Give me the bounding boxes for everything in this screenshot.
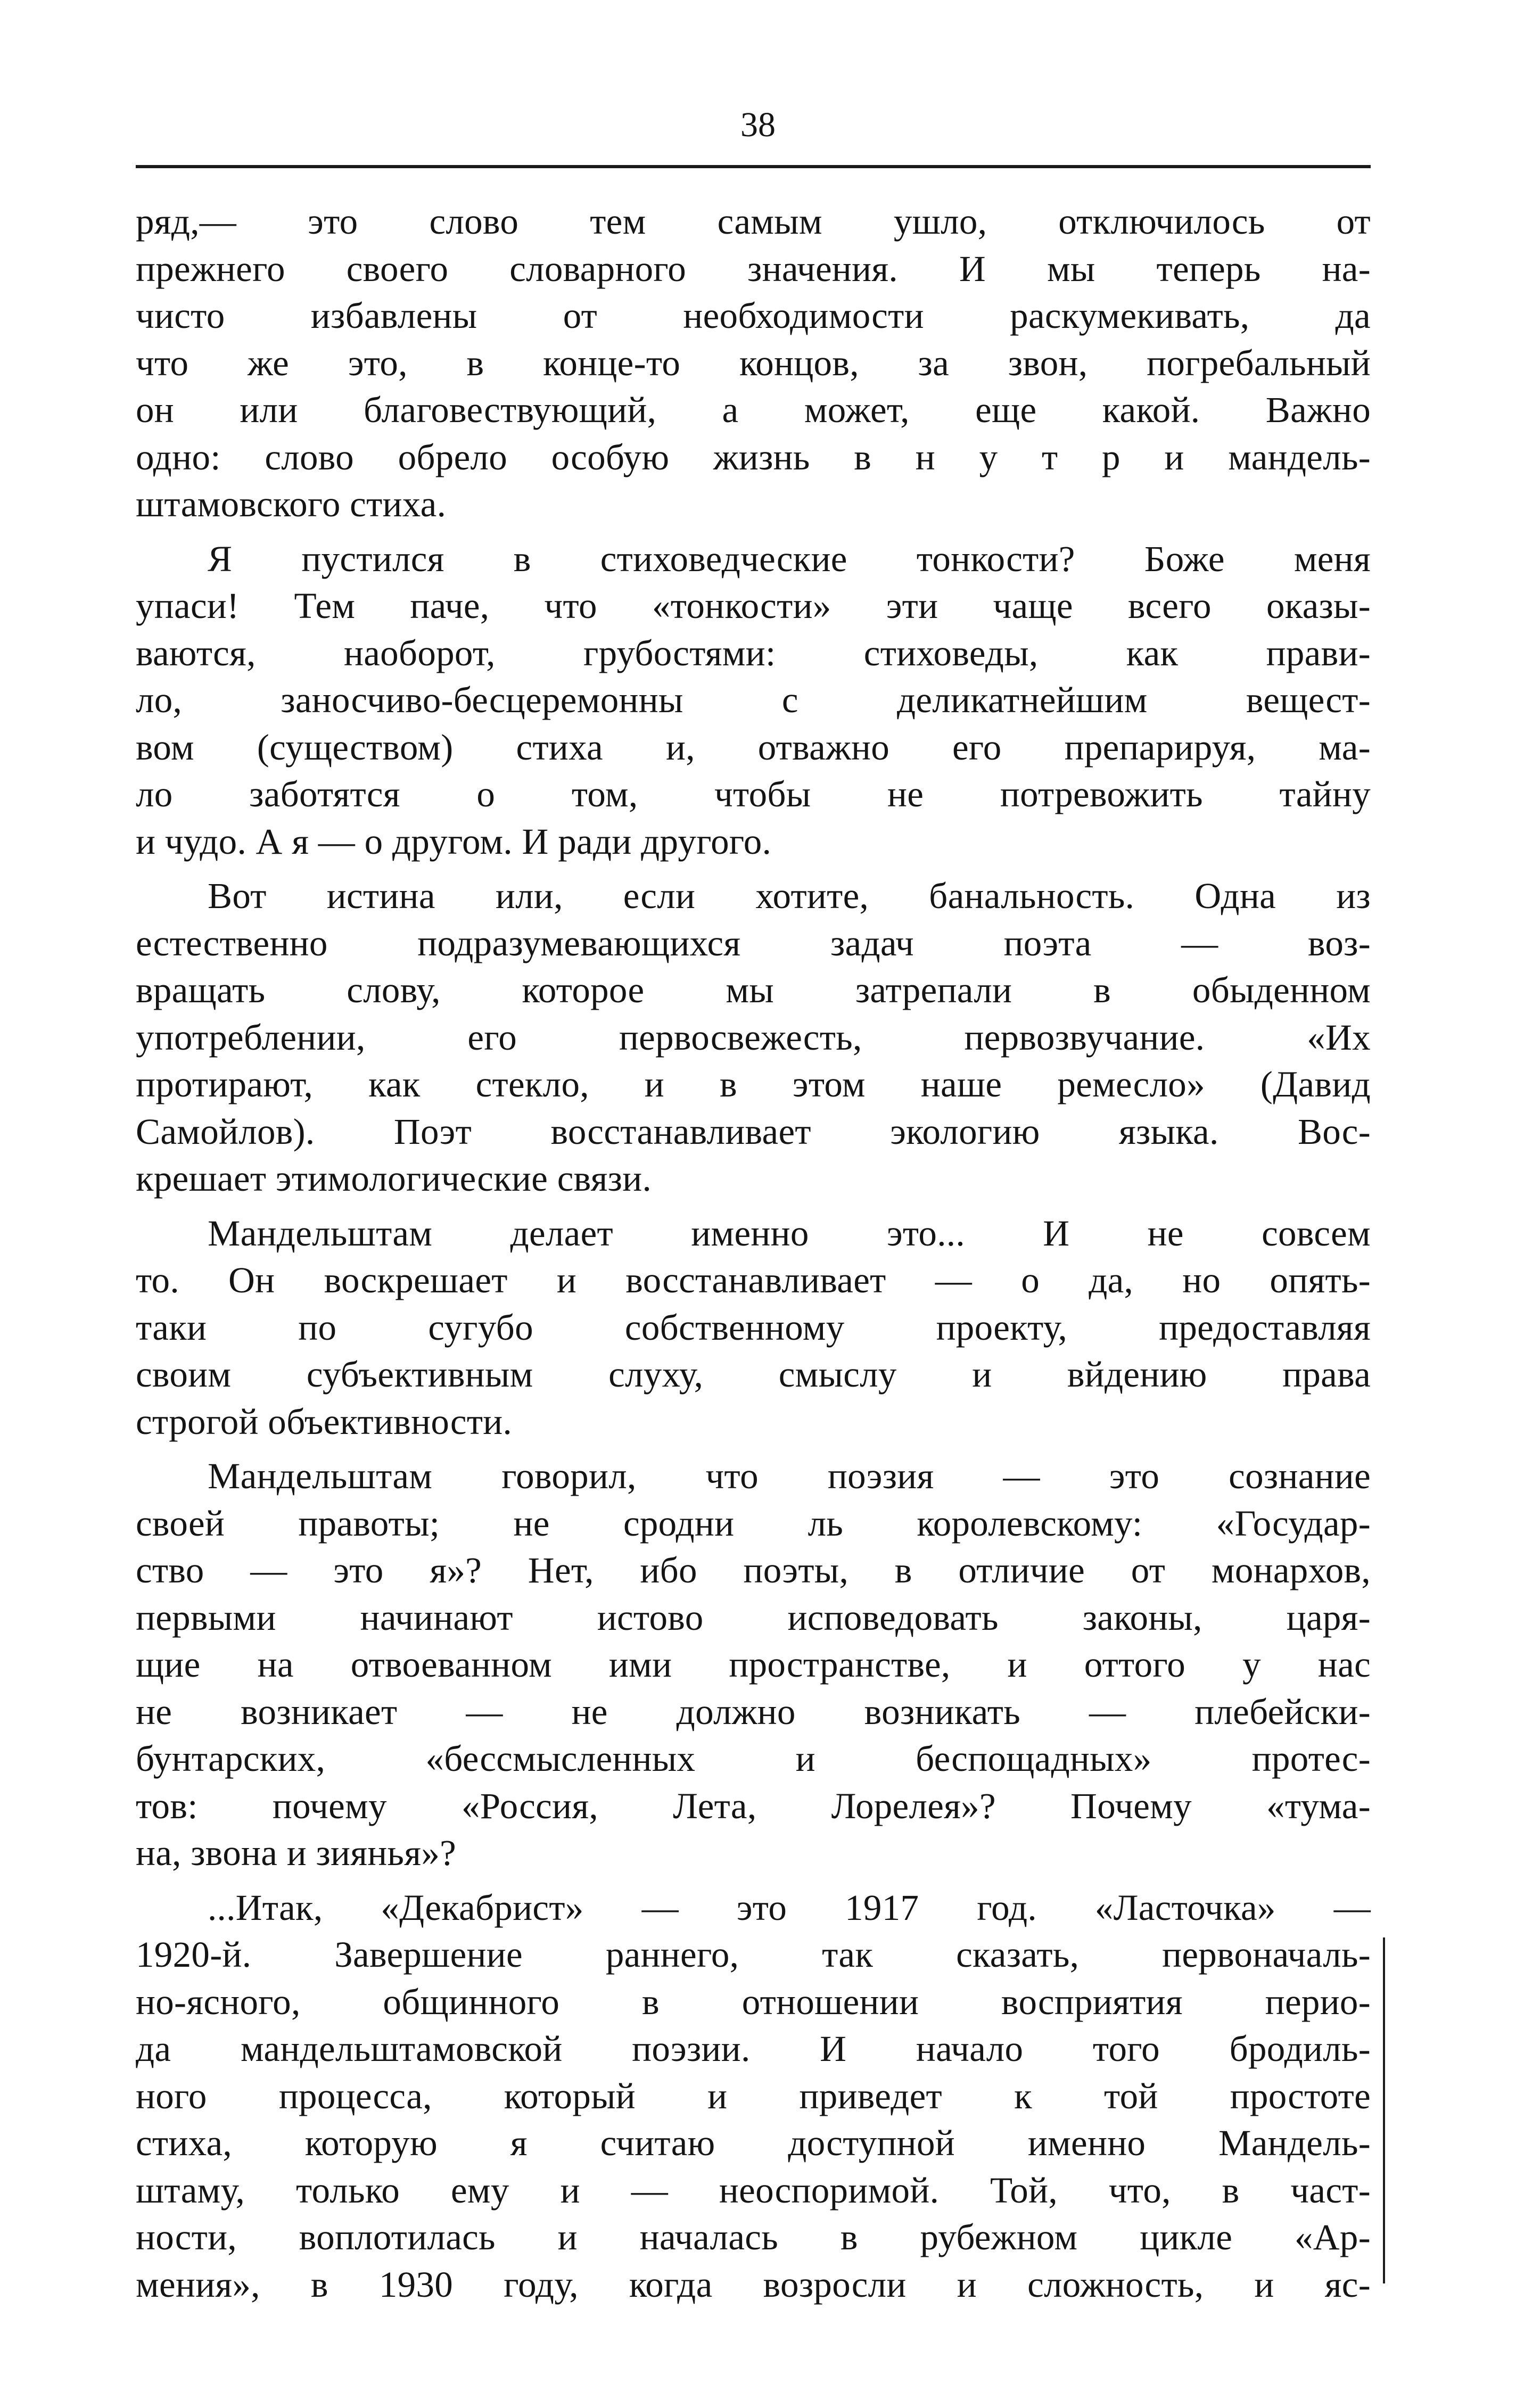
text-line: мения», в 1930 году, когда возросли и сложность, и яс- [136, 2264, 1371, 2305]
text-line: вращать слову, которое мы затрепали в обыденном [136, 970, 1371, 1010]
text-line: своей правоты; не сродни ль королевскому: «Государ- [136, 1503, 1371, 1544]
paragraph [136, 1453, 1371, 1877]
text-line: на, звона и зиянья»? [136, 1833, 457, 1873]
text-line: ного процесса, который и приведет к той простоте [136, 2075, 1371, 2116]
text-line: таки по сугубо собственному проекту, предоставляя [136, 1307, 1371, 1348]
paragraph [136, 1884, 1371, 2308]
text-line: ство — это я»? Нет, ибо поэты, в отличие от монархов, [136, 1550, 1371, 1590]
text-line: прежнего своего словарного значения. И мы теперь на- [136, 248, 1371, 289]
text-line: одно: слово обрело особую жизнь в н у т р и мандель- [136, 436, 1371, 477]
text-line: стиха, которую я считаю доступной именно Мандель- [136, 2123, 1371, 2163]
text-line: протирают, как стекло, и в этом наше ремесло» (Давид [136, 1064, 1371, 1104]
text-line: первыми начинают истово исповедовать законы, царя- [136, 1597, 1371, 1638]
text-line: ваются, наоборот, грубостями: стиховеды, как прави- [136, 632, 1371, 673]
text-line: но-ясного, общинного в отношении восприятия перио- [136, 1981, 1371, 2022]
text-block [136, 198, 1371, 2315]
text-line: 1920-й. Завершение раннего, так сказать, первоначаль- [136, 1934, 1371, 1975]
text-line: упаси! Тем паче, что «тонкости» эти чаще всего оказы- [136, 585, 1371, 626]
text-line: естественно подразумевающихся задач поэта — воз- [136, 922, 1371, 963]
text-line: чисто избавлены от необходимости раскумекивать, да [136, 295, 1371, 336]
page-number: 38 [740, 105, 776, 144]
text-line: штамовского стиха. [136, 484, 447, 524]
text-line: он или благовествующий, а может, еще какой. Важно [136, 390, 1371, 430]
margin-bar [1383, 1937, 1385, 2283]
text-line: ло заботятся о том, чтобы не потревожить тайну [136, 774, 1371, 814]
text-line: Самойлов). Поэт восстанавливает экологию языка. Вос- [136, 1111, 1371, 1152]
paragraph [136, 535, 1371, 865]
text-line: Я пустился в стиховедческие тонкости? Боже меня [208, 538, 1371, 579]
text-line: крешает этимологические связи. [136, 1158, 652, 1199]
text-line: употреблении, его первосвежесть, первозвучание. «Их [136, 1017, 1371, 1058]
text-line: ряд,— это слово тем самым ушло, отключилось от [136, 201, 1371, 242]
text-line: ло, заносчиво-бесцеремонны с деликатнейшим вещест- [136, 680, 1371, 720]
text-line: и чудо. А я — о другом. И ради другого. [136, 821, 772, 862]
text-line: щие на отвоеванном ими пространстве, и оттого у нас [136, 1644, 1371, 1685]
header-rule [136, 165, 1371, 168]
paragraph [136, 198, 1371, 528]
text-line: да мандельштамовской поэзии. И начало того бродиль- [136, 2028, 1371, 2069]
paragraph [136, 1210, 1371, 1446]
text-line: штаму, только ему и — неоспоримой. Той, что, в част- [136, 2170, 1371, 2211]
text-line: бунтарских, «бессмысленных и беспощадных» протес- [136, 1738, 1371, 1779]
text-line: Мандельштам говорил, что поэзия — это сознание [208, 1456, 1371, 1496]
text-line: ности, воплотилась и началась в рубежном цикле «Ар- [136, 2217, 1371, 2257]
text-line: своим субъективным слуху, смыслу и вйдению права [136, 1354, 1371, 1395]
text-line: ...Итак, «Декабрист» — это 1917 год. «Ласточка» — [208, 1887, 1371, 1928]
text-line: Вот истина или, если хотите, банальность. Одна из [208, 876, 1371, 916]
text-line: что же это, в конце-то концов, за звон, погребальный [136, 342, 1371, 383]
text-line: Мандельштам делает именно это... И не совсем [208, 1213, 1371, 1254]
text-line: не возникает — не должно возникать — плебейски- [136, 1691, 1371, 1732]
paragraph [136, 872, 1371, 1202]
text-line: тов: почему «Россия, Лета, Лорелея»? Почему «тума- [136, 1785, 1371, 1826]
text-line: то. Он воскрешает и восстанавливает — о да, но опять- [136, 1260, 1371, 1300]
text-line: вом (существом) стиха и, отважно его препарируя, ма- [136, 727, 1371, 768]
text-line: строгой объективности. [136, 1401, 513, 1442]
